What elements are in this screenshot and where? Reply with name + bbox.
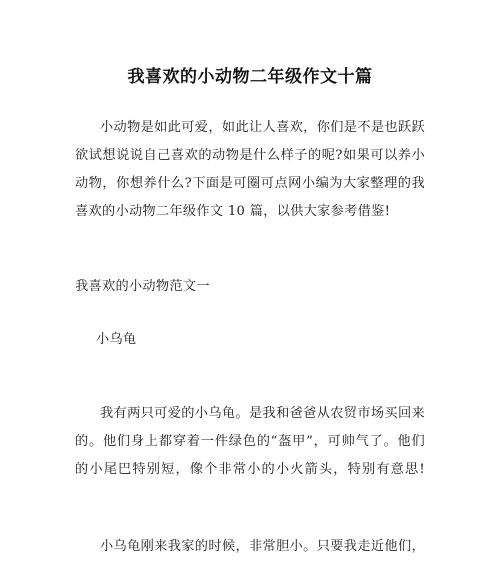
intro-paragraph <box>75 114 425 226</box>
document-title: 我喜欢的小动物二年级作文十篇 <box>127 67 373 87</box>
essay-title: 小乌龟 <box>96 332 137 347</box>
intro-line: 喜欢的小动物二年级作文 10 篇，以供大家参考借鉴! <box>75 204 391 219</box>
paragraph-line: 的小尾巴特别短，像个非常小的小火箭头，特别有意思! <box>75 462 425 477</box>
essay-paragraph-1 <box>75 400 425 484</box>
intro-line: 动物，你想养什么?下面是可圈可点网小编为大家整理的我 <box>75 176 425 191</box>
intro-line: 小动物是如此可爱，如此让人喜欢，你们是不是也跃跃 <box>100 120 425 135</box>
paragraph-line: 我有两只可爱的小乌龟。是我和爸爸从农贸市场买回来 <box>100 406 425 421</box>
essay-paragraph-2 <box>75 533 425 561</box>
intro-line: 欲试想说说自己喜欢的动物是什么样子的呢?如果可以养小 <box>75 148 425 163</box>
paragraph-line: 的。他们身上都穿着一件绿色的“盔甲”，可帅气了。他们 <box>75 434 425 449</box>
section-heading: 我喜欢的小动物范文一 <box>75 279 210 294</box>
paragraph-line: 小乌龟刚来我家的时候，非常胆小。只要我走近他们， <box>100 539 425 554</box>
